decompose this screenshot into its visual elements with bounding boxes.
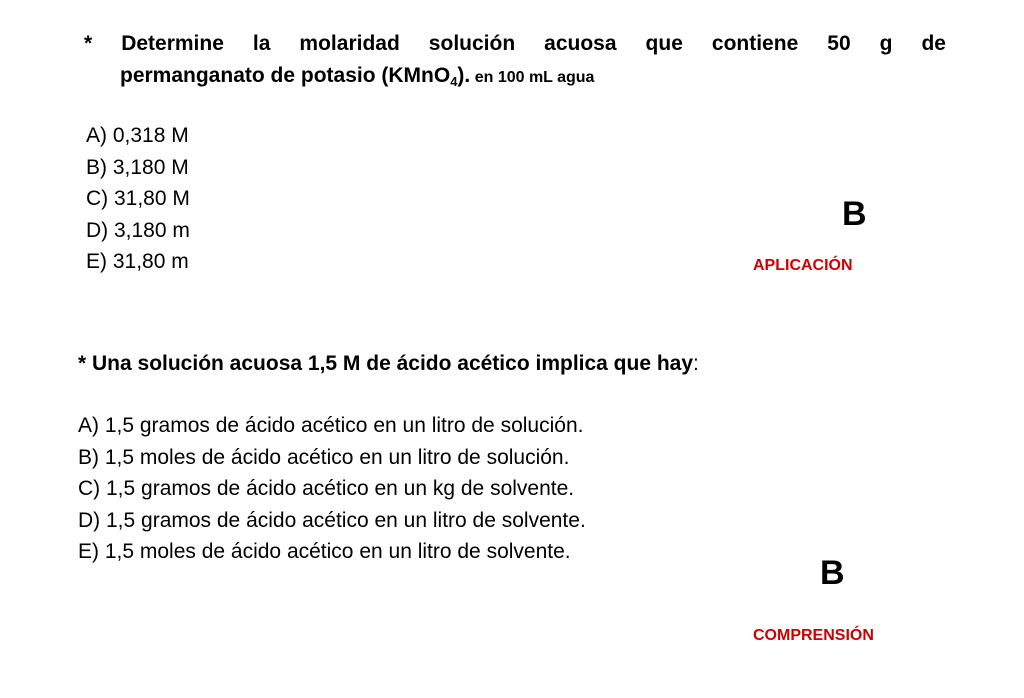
question-2-option-d: D) 1,5 gramos de ácido acético en un litro de solvente.: [78, 508, 586, 532]
question-1-line-1: * Determine la molaridad solución acuosa que contiene 50 g de: [84, 32, 946, 55]
question-2-options: [78, 410, 586, 568]
question-1-line-2-main: permanganato de potasio (KMnO: [120, 64, 451, 87]
question-2-category: COMPRENSIÓN: [753, 627, 874, 644]
question-1-options: [86, 120, 190, 278]
question-1-option-d: D) 3,180 m: [86, 218, 190, 242]
question-2-option-e: E) 1,5 moles de ácido acético en un litro de solvente.: [78, 540, 571, 563]
question-1-option-e: E) 31,80 m: [86, 250, 189, 273]
question-2-colon: :: [693, 352, 699, 375]
question-1-category: APLICACIÓN: [753, 257, 853, 274]
question-1-option-a: A) 0,318 M: [86, 124, 189, 147]
question-1-formula-subscript: 4: [450, 74, 458, 89]
question-2-option-c: C) 1,5 gramos de ácido acético en un kg de solvente.: [78, 477, 575, 500]
question-1-volume-note: en 100 mL agua: [470, 69, 595, 86]
question-1-option-b: B) 3,180 M: [86, 155, 189, 179]
question-1-option-c: C) 31,80 M: [86, 187, 190, 210]
question-2-option-b: B) 1,5 moles de ácido acético en un litro de solución.: [78, 445, 570, 469]
question-1-answer: B: [842, 195, 867, 233]
question-2-option-a: A) 1,5 gramos de ácido acético en un litro de solución.: [78, 414, 584, 437]
question-1-line-2: [84, 60, 946, 98]
question-2-statement: * Una solución acuosa 1,5 M de ácido acético implica que hay: [78, 352, 694, 375]
question-2-answer: B: [820, 554, 845, 592]
question-1-line-2-close: ).: [457, 64, 471, 87]
question-1-text: [84, 28, 946, 98]
question-2-text: [78, 349, 699, 379]
